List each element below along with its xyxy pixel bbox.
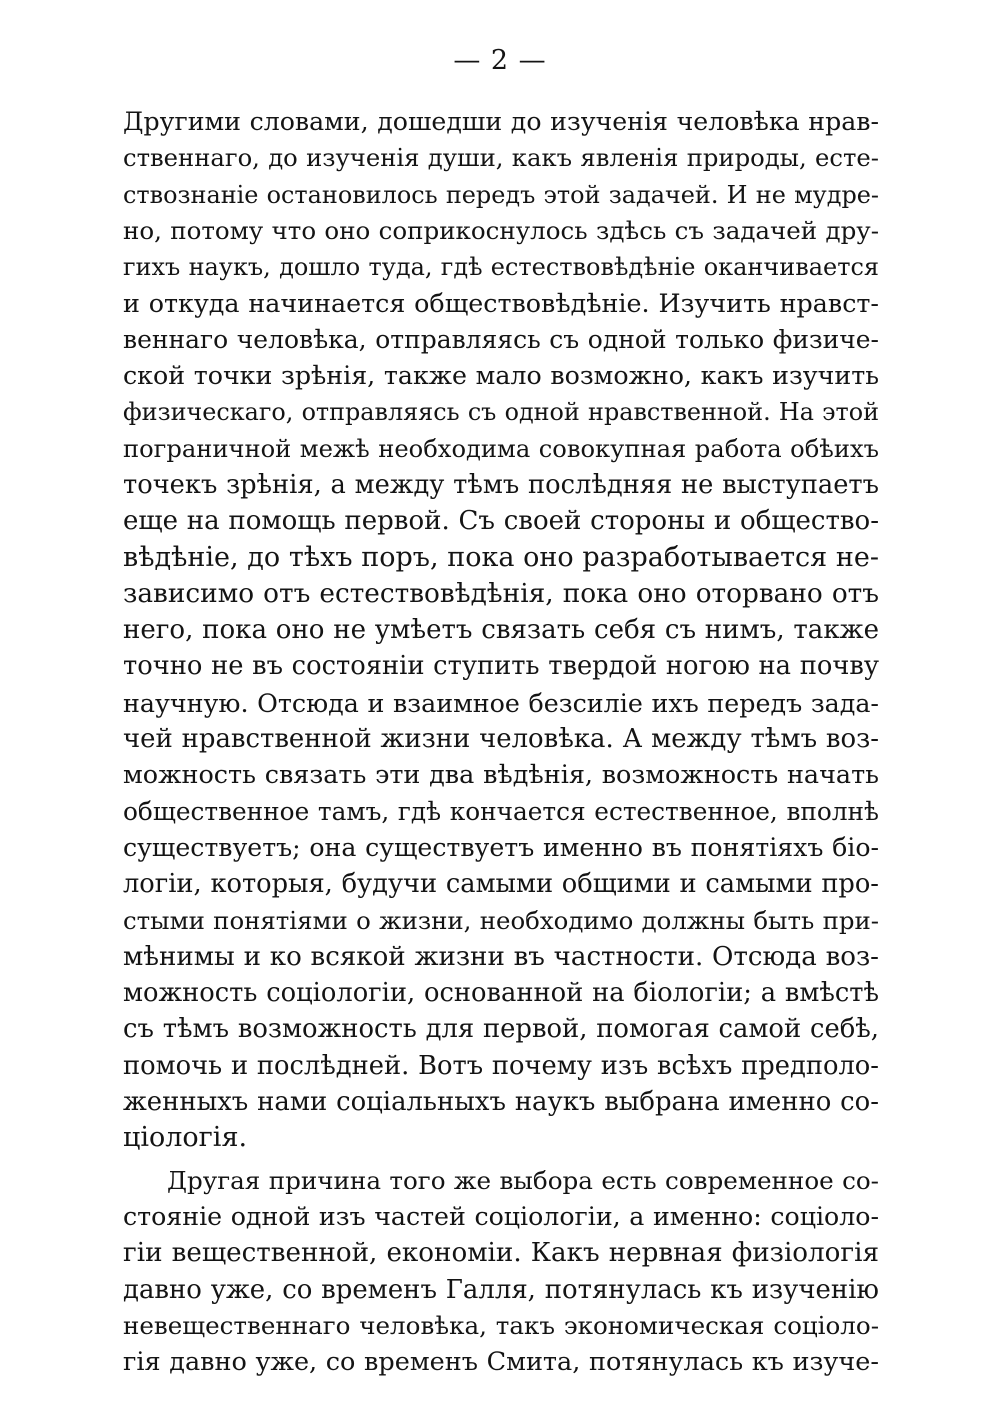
text-line: Другая причина того же выбора есть современное со- xyxy=(167,1165,879,1195)
text-line: чей нравственной жизни человѣка. А между тѣмъ воз- xyxy=(123,724,879,755)
text-line: помочь и послѣдней. Вотъ почему изъ всѣхъ предполо- xyxy=(123,1050,879,1081)
paragraph-1 xyxy=(123,104,879,1157)
text-line: гихъ наукъ, дошло туда, гдѣ естествовѣдѣніе оканчивается xyxy=(123,253,879,282)
text-line: женныхъ нами соціальныхъ наукъ выбрана именно со- xyxy=(123,1087,879,1118)
text-line: пограничной межѣ необходима совокупная работа обѣихъ xyxy=(123,434,879,463)
text-line: гіи вещественной, економіи. Какъ нервная физіологія xyxy=(123,1238,879,1269)
text-line: но, потому что оно соприкоснулось здѣсь съ задачей дру- xyxy=(123,215,879,245)
text-line: ствознаніе остановилось передъ этой задачей. И не мудре- xyxy=(123,180,879,209)
text-line: можность связать эти два вѣдѣнія, возможность начать xyxy=(123,760,879,791)
page-number: — 2 — xyxy=(453,45,547,76)
text-line: физическаго, отправляясь съ одной нравственной. На этой xyxy=(123,398,879,427)
text-line: логіи, которыя, будучи самыми общими и самыми про- xyxy=(123,869,879,900)
text-line: научную. Отсюда и взаимное безсиліе ихъ передъ зада- xyxy=(123,687,879,718)
text-line: вѣдѣніе, до тѣхъ поръ, пока оно разработывается не- xyxy=(123,541,879,573)
text-line: общественное тамъ, гдѣ кончается естественное, вполнѣ xyxy=(123,796,879,826)
text-line: можность соціологіи, основанной на біологіи; а вмѣстѣ xyxy=(123,978,879,1009)
text-line: невещественнаго человѣка, такъ экономическая соціоло- xyxy=(123,1310,879,1340)
text-line: точекъ зрѣнія, а между тѣмъ послѣдняя не выступаетъ xyxy=(123,469,879,500)
text-line: стояніе одной изъ частей соціологіи, а именно: соціоло- xyxy=(123,1201,879,1231)
text-line: стыми понятіями о жизни, необходимо должны быть при- xyxy=(123,905,879,935)
text-line: него, пока оно не умѣетъ связать себя съ нимъ, также xyxy=(123,615,879,646)
body-text xyxy=(123,104,879,1380)
paragraph-2 xyxy=(123,1163,879,1381)
text-line: давно уже, со временъ Галля, потянулась къ изученію xyxy=(123,1274,879,1305)
text-line: точно не въ состояніи ступить твердой ногою на почву xyxy=(123,651,879,682)
text-line: ціологія. xyxy=(123,1122,248,1154)
text-line: мѣнимы и ко всякой жизни въ частности. Отсюда воз- xyxy=(123,941,879,972)
text-line: Другими словами, дошедши до изученія человѣка нрав- xyxy=(123,107,879,136)
text-line: зависимо отъ естествовѣдѣнія, пока оно оторвано отъ xyxy=(123,578,879,609)
text-line: веннаго человѣка, отправляясь съ одной только физиче- xyxy=(123,324,879,354)
text-line: еще на помощь первой. Съ своей стороны и общество- xyxy=(123,506,879,537)
text-line: ской точки зрѣнія, также мало возможно, какъ изучить xyxy=(123,361,879,391)
text-line: съ тѣмъ возможность для первой, помогая самой себѣ, xyxy=(123,1014,879,1045)
text-line: ственнаго, до изученія души, какъ явленія природы, есте- xyxy=(123,143,879,173)
text-line: и откуда начинается обществовѣдѣніе. Изучить нравст- xyxy=(123,288,879,319)
text-line: гія давно уже, со временъ Смита, потянулась къ изуче- xyxy=(123,1347,879,1378)
text-line: существуетъ; она существуетъ именно въ понятіяхъ біо- xyxy=(123,832,879,862)
